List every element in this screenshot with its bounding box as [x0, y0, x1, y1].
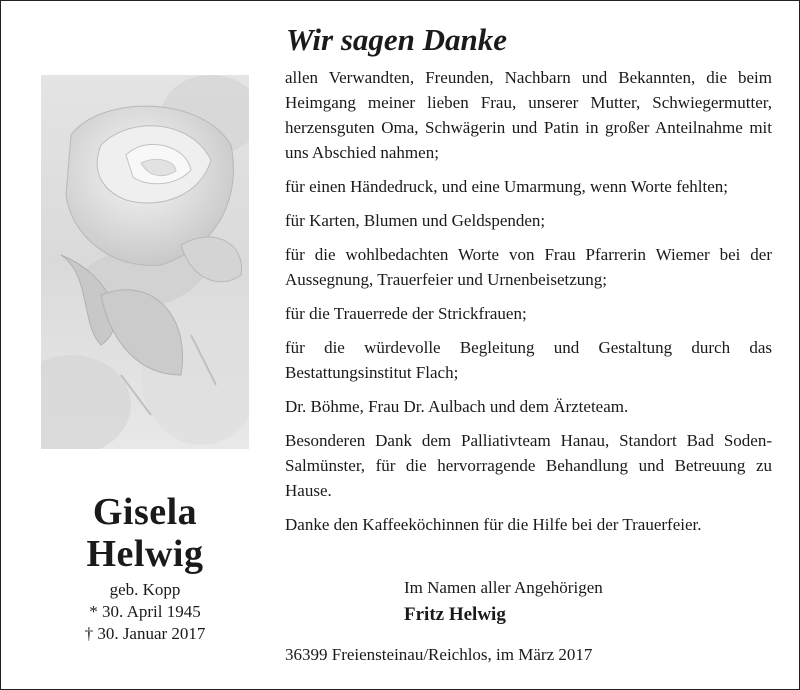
signature-name: Fritz Helwig	[404, 604, 506, 625]
thanks-paragraph: für die Trauerrede der Strickfrauen;	[285, 304, 527, 323]
death-date: † 30. Januar 2017	[84, 624, 206, 643]
thanks-paragraph: Besonderen Dank dem Palliativteam Hanau, Standort Bad Soden-Salmünster, für die hervorragende Behandlung und Betreuung zu Hause.	[285, 431, 772, 500]
rose-photo	[41, 75, 249, 449]
deceased-first-name: Gisela	[92, 491, 198, 533]
thanks-paragraph: für die würdevolle Begleitung und Gestaltung durch das Bestattungsinstitut Flach;	[285, 338, 772, 382]
thanks-paragraph: Danke den Kaffeeköchinnen für die Hilfe bei der Trauerfeier.	[285, 515, 702, 534]
signature-intro: Im Namen aller Angehörigen	[404, 578, 603, 597]
thanks-paragraph: Dr. Böhme, Frau Dr. Aulbach und dem Ärzteteam.	[285, 397, 629, 416]
birth-name: geb. Kopp	[109, 580, 181, 599]
deceased-info	[41, 491, 249, 645]
notice-heading: Wir sagen Danke	[286, 22, 508, 57]
rose-image	[41, 75, 249, 449]
place-and-date: 36399 Freiensteinau/Reichlos, im März 2017	[285, 645, 593, 664]
thanks-paragraph: für die wohlbedachten Worte von Frau Pfarrerin Wiemer bei der Aussegnung, Trauerfeier und Urnenbeisetzung;	[285, 245, 772, 289]
deceased-last-name: Helwig	[86, 533, 204, 575]
thanks-paragraph: allen Verwandten, Freunden, Nachbarn und Bekannten, die beim Heimgang meiner lieben Frau, unserer Mutter, Schwiegermutter, herzensguten Oma, Schwägerin und Patin in großer Anteilnahme mit uns Abschied nahmen;	[285, 68, 772, 162]
thanks-paragraph: für Karten, Blumen und Geldspenden;	[285, 211, 546, 230]
thanks-text	[285, 65, 772, 546]
thanks-paragraph: für einen Händedruck, und eine Umarmung, wenn Worte fehlten;	[285, 177, 729, 196]
birth-date: * 30. April 1945	[89, 602, 201, 621]
